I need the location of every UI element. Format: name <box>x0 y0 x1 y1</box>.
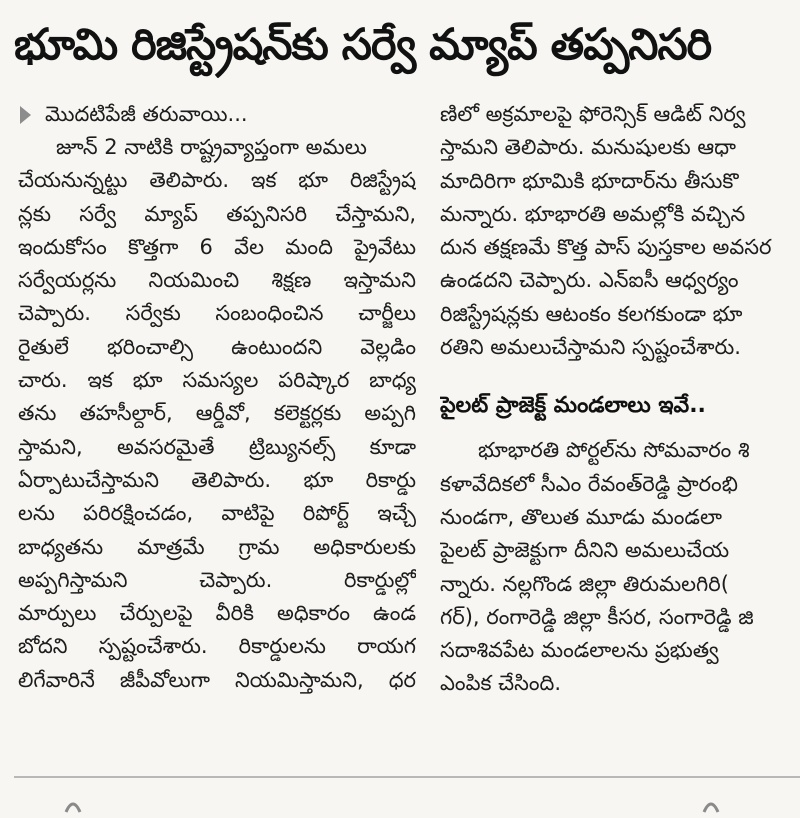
decorative-mark-icon <box>700 792 722 818</box>
chevron-right-icon <box>20 106 31 124</box>
right-line-2: స్తామని తెలిపారు. మనుషులకు ఆధా <box>440 135 736 160</box>
right-line-16: ఎంపిక చేసింది. <box>440 671 561 696</box>
right-line-9: భూభారతి పోర్టల్‌ను సోమవారం శి <box>478 438 750 463</box>
right-line-4: మన్నారు. భూభారతి అమల్లోకి వచ్చిన <box>440 201 746 226</box>
left-line-1: జూన్ 2 నాటికి రాష్ట్రవ్యాప్తంగా అమలు <box>56 135 367 159</box>
left-line-12: లను పరిరక్షించడం, వాటిపై రిపోర్ట్ ఇచ్చే <box>18 501 416 526</box>
right-line-3: మాదిరిగా భూమికి భూదార్‌ను తీసుకొ <box>440 168 739 193</box>
right-line-15: సదాశివపేట మండలాలను ప్రభుత్వ <box>440 638 719 663</box>
left-line-9: తను తహసీల్దార్, ఆర్డీవో, కలెక్టర్లకు అప్పగి <box>18 401 416 426</box>
left-line-7: రైతులే భరించాల్సి ఉంటుందని వెల్లడిం <box>18 334 416 359</box>
right-line-12: పైలట్ ప్రాజెక్టుగా దీనిని అమలుచేయ <box>440 538 730 563</box>
left-line-6: చెప్పారు. సర్వేకు సంబంధించిన చార్జీలు <box>18 301 416 326</box>
right-line-11: నుండగా, తొలుత మూడు మండలా <box>440 504 722 529</box>
left-line-8: చారు. ఇక భూ సమస్యల పరిష్కార బాధ్య <box>18 368 416 393</box>
left-column <box>18 98 416 697</box>
left-line-14: అప్పగిస్తామని చెప్పారు. రికార్డుల్లో <box>18 567 416 592</box>
decorative-mark-icon <box>62 792 84 818</box>
right-line-1: ణిలో అక్రమాలపై ఫోరెన్సిక్ ఆడిట్ నిర్వ <box>440 102 746 126</box>
continuation-marker <box>18 98 416 131</box>
continuation-label: మొదటిపేజీ తరువాయి... <box>45 101 248 126</box>
left-line-10: స్తామని, అవసరమైతే ట్రిబ్యునల్స్ కూడా <box>18 434 416 459</box>
divider-rule <box>14 776 800 778</box>
right-line-5: దున తక్షణమే కొత్త పాస్ పుస్తకాల అవసర <box>440 235 772 260</box>
left-line-16: బోదని స్పష్టంచేశారు. రికార్డులను రాయగ <box>18 634 416 659</box>
left-line-5: సర్వేయర్లను నియమించి శిక్షణ ఇస్తామని <box>18 268 416 293</box>
left-line-15: మార్పులు చేర్పులపై వీరికి అధికారం ఉండ <box>18 601 416 626</box>
left-line-2: చేయనున్నట్టు తెలిపారు. ఇక భూ రిజిస్ట్రేష <box>18 168 416 193</box>
left-line-11: ఏర్పాటుచేస్తామని తెలిపారు. భూ రికార్డు <box>18 467 416 492</box>
right-line-6: ఉండదని చెప్పారు. ఎన్ఐసీ ఆధ్వర్యం <box>440 268 739 293</box>
left-line-17: లిగేవారినే జీపీవోలుగా నియమిస్తామని, ధర <box>18 667 416 692</box>
headline: భూమి రిజిస్ట్రేషన్‌కు సర్వే మ్యాప్ తప్పనిసరి <box>14 20 712 70</box>
right-line-7: రిజిస్ట్రేషన్లకు ఆటంకం కలగకుండా భూ <box>440 301 743 326</box>
right-line-10: కళావేదికలో సీఎం రేవంత్‌రెడ్డి ప్రారంభి <box>440 471 738 496</box>
left-line-4: ఇందుకోసం కొత్తగా 6 వేల మంది ప్రైవేటు <box>18 234 416 259</box>
left-line-13: బాధ్యతను మాత్రమే గ్రామ అధికారులకు <box>18 534 416 559</box>
right-line-8: రతిని అమలుచేస్తామని స్పష్టంచేశారు. <box>440 335 741 360</box>
right-line-14: గర్), రంగారెడ్డి జిల్లా కీసర, సంగారెడ్డి జి <box>440 604 754 629</box>
right-line-13: న్నారు. నల్లగొండ జిల్లా తిరుమలగిరి( <box>440 571 729 596</box>
left-line-3: న్లకు సర్వే మ్యాప్ తప్పనిసరి చేస్తామని, <box>18 201 416 226</box>
subheading: పైలట్ ప్రాజెక్ట్ మండలాలు ఇవే.. <box>440 393 706 419</box>
right-column <box>440 98 800 701</box>
